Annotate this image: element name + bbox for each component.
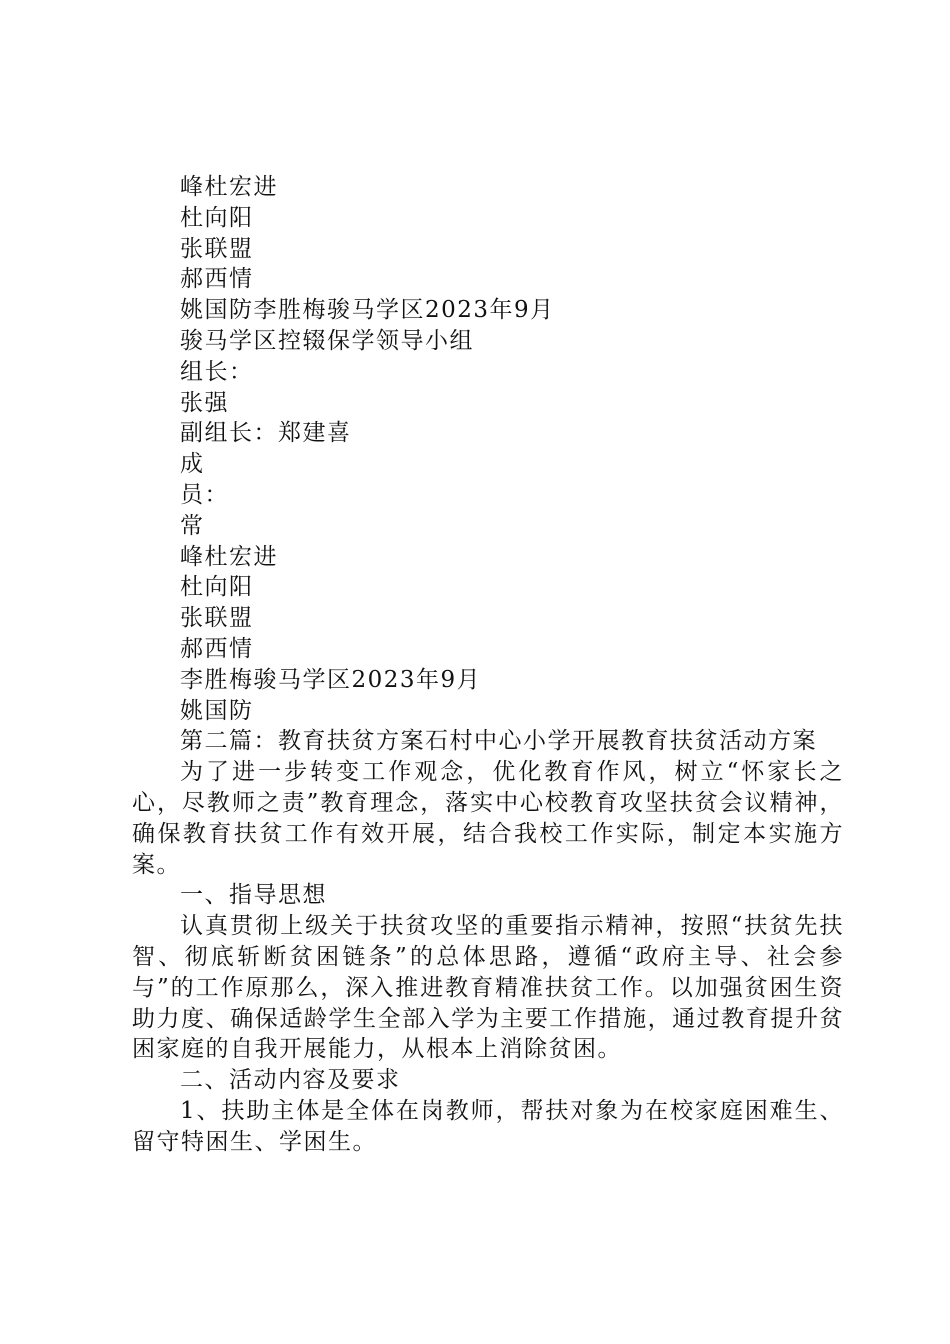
list-item: 姚国防: [180, 697, 254, 724]
list-item: 成: [180, 451, 205, 478]
intro-paragraph: 为了进一步转变工作观念，优化教育作风，树立“怀家长之心，尽教师之责”教育理念，落实中心校教育攻坚扶贫会议精神，确保教育扶贫工作有效开展，结合我校工作实际，制定本实施方案。: [132, 759, 844, 878]
list-item: 李胜梅骏马学区2023年9月: [180, 666, 482, 693]
list-item: 组长：: [180, 358, 254, 385]
heading-activity-content: 二、活动内容及要求: [180, 1067, 401, 1094]
list-item: 张强: [180, 389, 229, 416]
list-item: 峰杜宏进: [180, 543, 278, 570]
list-item: 常: [180, 512, 205, 539]
list-item: 副组长：郑建喜: [180, 420, 352, 447]
document-body: [132, 172, 844, 1158]
list-item: 峰杜宏进: [180, 174, 278, 200]
heading-guiding-ideology: 一、指导思想: [180, 882, 327, 909]
list-item: 骏马学区控辍保学领导小组: [180, 327, 474, 354]
list-item: 员：: [180, 481, 229, 508]
list-item: 郝西情: [180, 266, 254, 293]
list-item: 郝西情: [180, 635, 254, 662]
list-item: 杜向阳: [180, 574, 254, 601]
list-item: 张联盟: [180, 235, 254, 262]
paragraph-activity-content: 1、扶助主体是全体在岗教师，帮扶对象为在校家庭困难生、留守特困生、学困生。: [132, 1097, 844, 1155]
paragraph-guiding-ideology: 认真贯彻上级关于扶贫攻坚的重要指示精神，按照“扶贫先扶智、彻底斩断贫困链条”的总体思路，遵循“政府主导、社会参与”的工作原那么，深入推进教育精准扶贫工作。以加强贫困生资助力度、确保适龄学生全部入学为主要工作措施，通过教育提升贫困家庭的自我开展能力，从根本上消除贫困。: [132, 913, 844, 1063]
list-item: 张联盟: [180, 605, 254, 632]
section-title: 第二篇：教育扶贫方案石村中心小学开展教育扶贫活动方案: [180, 728, 817, 755]
list-item: 姚国防李胜梅骏马学区2023年9月: [180, 297, 555, 324]
list-item: 杜向阳: [180, 204, 254, 231]
